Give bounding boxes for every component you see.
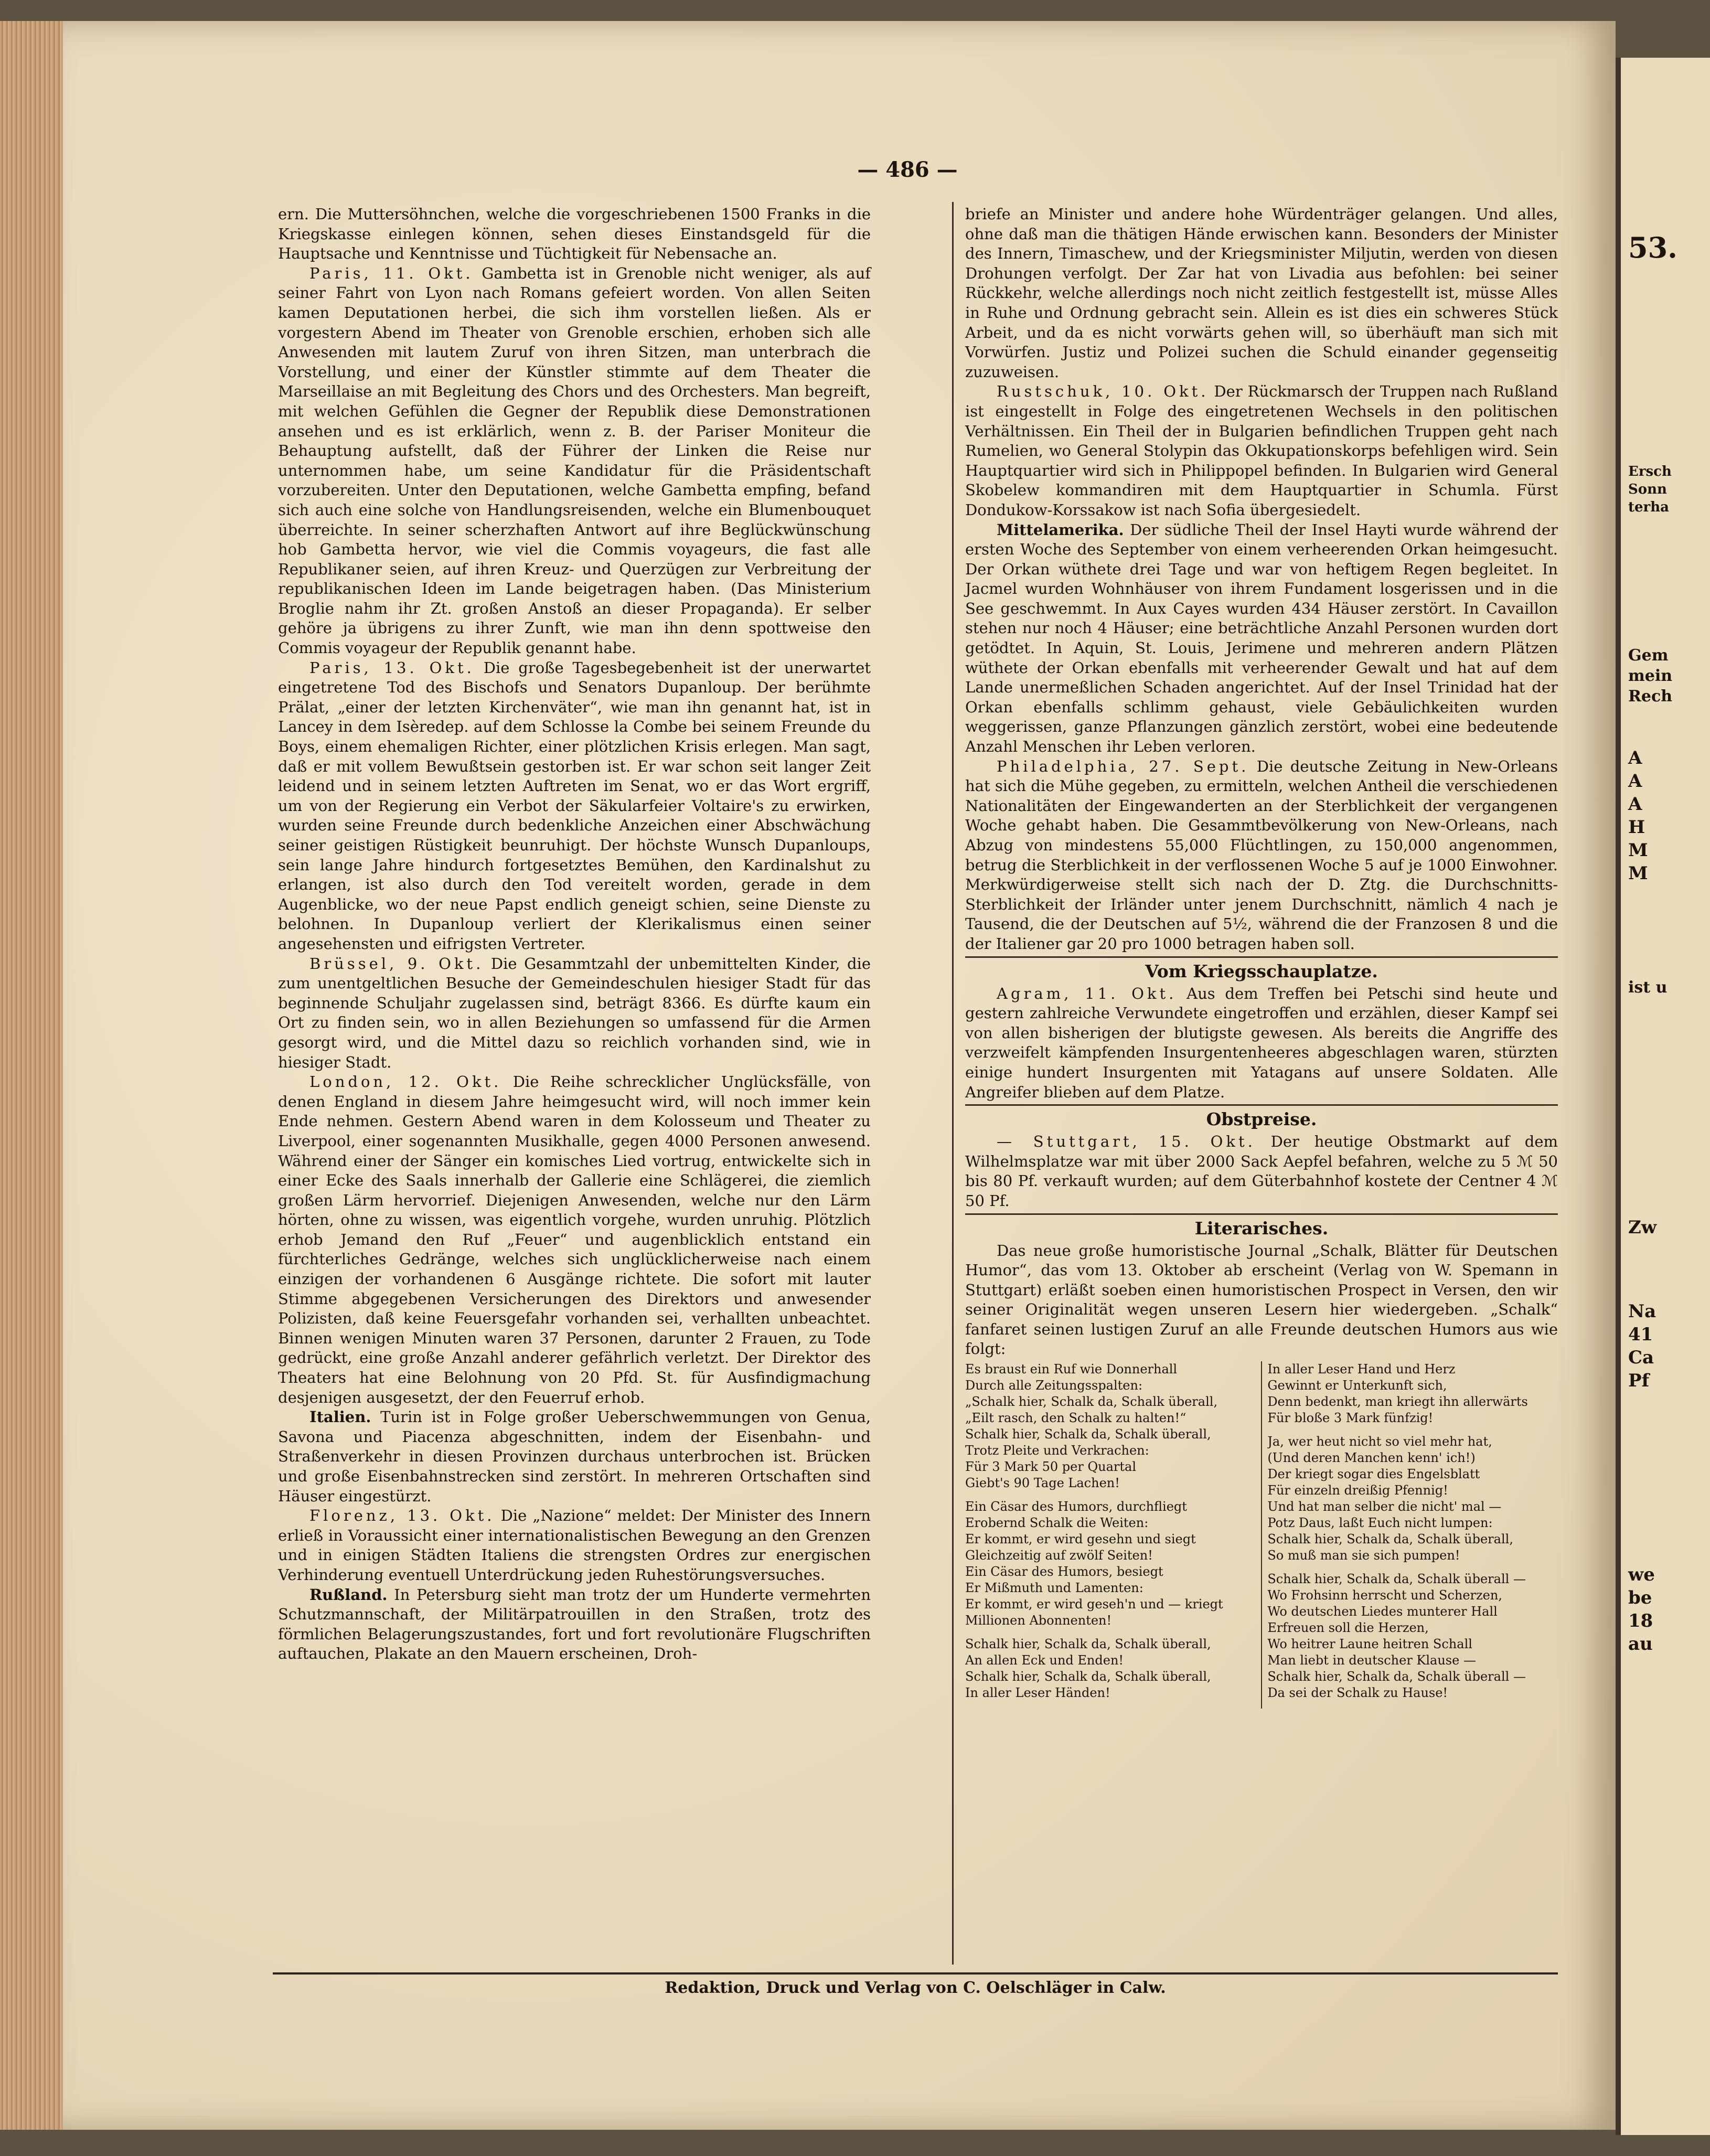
article (965, 382, 1558, 520)
dateline: Rustschuk, 10. Okt. (997, 382, 1209, 401)
fruit-prices-report (965, 1132, 1558, 1211)
next-page-text: 53. (1628, 231, 1677, 264)
article-text: In Petersburg sieht man trotz der um Hunderte vermehrten Schutzmannschaft, der Militärpatrouillen in den Straßen, trotz des förmlichen Belagerungszustandes, fort und fort revolutionäre Flugschriften auftauchen, Plakate an den Mauern erscheinen, Droh- (278, 1585, 871, 1663)
literary-heading: Literarisches. (965, 1213, 1558, 1240)
dateline: Paris, 11. Okt. (309, 264, 474, 282)
imprint: Redaktion, Druck und Verlag von C. Oelschläger in Calw. (665, 1979, 1166, 1997)
article (278, 954, 871, 1073)
next-page-text: Zw (1628, 1217, 1657, 1238)
next-page-text: mein (1628, 667, 1673, 685)
poem-line: Da sei der Schalk zu Hause! (1267, 1685, 1448, 1701)
country-heading: Italien. (309, 1408, 371, 1426)
article-text: ern. Die Muttersöhnchen, welche die vorgeschriebenen 1500 Franks in die Kriegskasse einlegen können, sehen dieses Einstandsgeld für die Hauptsache und Kenntnisse und Tüchtigkeit für Nebensache an. (278, 205, 871, 263)
bottom-rule (273, 1972, 1558, 1974)
poem-stanza (1267, 1571, 1558, 1701)
poem-line: Und hat man selber die nicht' mal — (1267, 1499, 1502, 1514)
poem-line: Er kommt, er wird gesehn und siegt (965, 1532, 1196, 1547)
next-page-text: Gem (1628, 646, 1669, 665)
article-text: Die große Tagesbegebenheit ist der unerwartet eingetretene Tod des Bischofs und Senators Dupanloup. Der berühmte Prälat, „einer der letzten Kirchenväter“, wie man ihn genannt hat, ist in Lancey in dem Isèredep. auf dem Schlosse la Combe bei seinem Freunde du Boys, einem ehemaligen Richter, einer plötzlichen Krisis erlegen. Man sagt, daß er mit vollem Bewußtsein gestorben ist. Er war schon seit langer Zeit leidend und in seinem letzten Auftreten im Senat, wo er das Wort ergriff, um von der Regierung ein Verbot der Säkularfeier Voltaire's zu erwirken, wurden seine Freunde durch bedenkliche Anzeichen einer Abschwächung seiner geistigen Rüstigkeit beunruhigt. Der höchste Wunsch Dupanloups, sein lange Jahre hindurch fortgesetztes Bemühen, den Kardinalshut zu erlangen, ist also durch den Tod vereitelt worden, gerade in dem Augenblicke, wo der neue Papst endlich geneigt schien, seine Dienste zu belohnen. In Dupanloup verliert der Klerikalismus einen seiner angesehensten und eifrigsten Vertreter. (278, 658, 871, 953)
article-text: Gambetta ist in Grenoble nicht weniger, als auf seiner Fahrt von Lyon nach Romans gefeiert worden. Von allen Seiten kamen Deputationen herbei, die sich ihm vorstellen ließen. Als er vorgestern Abend im Theater von Grenoble erschien, erhoben sich alle Anwesenden mit lautem Zuruf von ihren Sitzen, man unterbrach die Vorstellung, und einer der Künstler stimmte auf dem Theater die Marseillaise an mit Begleitung des Chors und des Orchesters. Man begreift, mit welchen Gefühlen die Gegner der Republik diese Demonstrationen ansehen und es ist erklärlich, wenn z. B. der Pariser Moniteur die Behauptung aufstellt, daß der Führer der Linken die Reise nur unternommen habe, um seine Kandidatur für die Präsidentschaft vorzubereiten. Unter den Deputationen, welche Gambetta empfing, befand sich auch eine solche von Handlungsreisenden, welche ein Blumenbouquet überreichte. In seiner scherzhaften Antwort auf ihre Beglückwünschung hob Gambetta hervor, wie viel die Commis voyageurs, die fast alle Republikaner seien, auf ihren Kreuz- und Querzügen zur Verbreitung der republikanischen Ideen im Lande beigetragen haben. (Das Ministerium Broglie nahm ihr Zt. großen Anstoß an dieser Propaganda). Er selber gehöre ja übrigens zu ihrer Zunft, wie man ihn denn spottweise den Commis voyageur der Republik genannt habe. (278, 264, 871, 657)
poem-line: Giebt's 90 Tage Lachen! (965, 1476, 1120, 1491)
poem-line: Man liebt in deutscher Klause — (1267, 1653, 1476, 1668)
next-page-text: A (1628, 748, 1642, 769)
article (278, 264, 871, 658)
poem-line: Ja, wer heut nicht so viel mehr hat, (1267, 1434, 1492, 1449)
article (278, 658, 871, 954)
poem-line: (Und deren Manchen kenn' ich!) (1267, 1450, 1476, 1466)
war-heading: Vom Kriegsschauplatze. (965, 956, 1558, 983)
poem-line: In aller Leser Hand und Herz (1267, 1362, 1456, 1377)
article-text: Der Rückmarsch der Truppen nach Rußland ist eingestellt in Folge des eingetretenen Wechsels in den politischen Verhältnissen. Ein Theil der in Bulgarien befindlichen Truppen geht nach Rumelien, wo General Stolypin das Okkupationskorps befehligen wird. Sein Hauptquartier wird sich in Philippopel befinden. In Bulgarien wird General Skobelew kommandiren mit dem Hauptquartier in Schumla. Fürst Dondukow-Korssakow ist nach Sofia übergesiedelt. (965, 382, 1558, 519)
next-page-text: 41 (1628, 1324, 1653, 1345)
poem-line: In aller Leser Händen! (965, 1685, 1110, 1701)
article-text: Die Reihe schrecklicher Unglücksfälle, von denen England in diesem Jahre heimgesucht wird, will noch immer kein Ende nehmen. Gestern Abend waren in dem Kolosseum und Theater zu Liverpool, einer sogenannten Musikhalle, gegen 4000 Personen anwesend. Während einer der Sänger ein komisches Lied vortrug, entwickelte sich in einer Ecke des Saals innerhalb der Gallerie eine Schlägerei, die ziemlich großen Lärm hervorrief. Diejenigen Anwesenden, welche nur den Lärm hörten, ohne zu wissen, was eigentlich vorgehe, wurden unruhig. Plötzlich erhob Jemand den Ruf „Feuer“ und augenblicklich entstand ein fürchterliches Gedränge, welches sich unglücklicherweise nach einem einzigen der vorhandenen 6 Ausgänge richtete. Die sofort mit lauter Stimme abgegebenen Versicherungen des Direktors und anwesender Polizisten, daß keine Feuersgefahr vorhanden sei, verhallten unbeachtet. Binnen wenigen Minuten waren 37 Personen, darunter 2 Frauen, zu Tode gedrückt, eine große Anzahl anderer gefährlich verletzt. Der Direktor des Theaters hat eine Belohnung von 20 Pfd. St. für Ausfindigmachung desjenigen ausgesetzt, der den Feuerruf erhob. (278, 1073, 871, 1406)
article (278, 1072, 871, 1407)
poem-line: „Eilt rasch, den Schalk zu halten!“ (965, 1411, 1187, 1426)
fruit-prices-heading: Obstpreise. (965, 1104, 1558, 1131)
poem-stanza (1267, 1434, 1558, 1564)
poem-stanza (965, 1499, 1256, 1629)
poem-line: Ein Cäsar des Humors, besiegt (965, 1564, 1163, 1579)
next-page-text: Rech (1628, 687, 1673, 706)
poem-line: Es braust ein Ruf wie Donnerhall (965, 1362, 1178, 1377)
article (278, 205, 871, 264)
poem-line: Für einzeln dreißig Pfennig! (1267, 1483, 1448, 1498)
page-number: — 486 — (857, 157, 958, 182)
article (965, 520, 1558, 757)
article-text: Aus dem Treffen bei Petschi sind heute und gestern zahlreiche Verwundete eingetroffen und erzählen, dieser Kampf sei von allen bisherigen der blutigste gewesen. Als bereits die Angriffe des verzweifelt kämpfenden Insurgentenheeres abgeschlagen waren, stürzten einige hundert Insurgenten mit Yatagans auf unsere Soldaten. Alle Angreifer blieben auf dem Platze. (965, 984, 1558, 1101)
poem-line: Gleichzeitig auf zwölf Seiten! (965, 1548, 1153, 1563)
country-heading: Mittelamerika. (997, 520, 1124, 539)
next-page-text: Sonn (1628, 482, 1667, 497)
next-page-text: Na (1628, 1301, 1656, 1322)
poem-line: „Schalk hier, Schalk da, Schalk überall, (965, 1394, 1218, 1410)
poem-line: Denn bedenkt, man kriegt ihn allerwärts (1267, 1394, 1528, 1410)
dateline: Philadelphia, 27. Sept. (997, 757, 1249, 775)
next-page-text: 18 (1628, 1610, 1653, 1631)
poem-line: Wo heitrer Laune heitren Schall (1267, 1637, 1472, 1652)
poem-line: Er kommt, er wird geseh'n und — kriegt (965, 1597, 1223, 1612)
poem-line: Wo Frohsinn herrscht und Scherzen, (1267, 1588, 1502, 1603)
poem-line: Schalk hier, Schalk da, Schalk überall — (1267, 1669, 1526, 1684)
next-page-text: Ersch (1628, 464, 1672, 479)
poem-line: Für 3 Mark 50 per Quartal (965, 1459, 1137, 1475)
book-page-edges (0, 21, 63, 2130)
poem-line: Schalk hier, Schalk da, Schalk überall, (965, 1669, 1211, 1684)
article-text: Der südliche Theil der Insel Hayti wurde während der ersten Woche des September von einem verheerenden Orkan heimgesucht. Der Orkan wüthete drei Tage und war von heftigem Regen begleitet. In Jacmel wurden Wohnhäuser von ihrem Fundament losgerissen und in die See geschwemmt. In Aux Cayes wurden 434 Häuser zerstört. In Cavaillon stehen nur noch 4 Häuser; eine beträchtliche Anzahl Personen wurden dort getödtet. In Aquin, St. Louis, Jerimene und mehreren andern Plätzen wüthete der Orkan ebenfalls mit verheerender Gewalt und hat auf dem Lande unermeßlichen Schaden angerichtet. Auf der Insel Trinidad hat der Orkan ebenfalls schlimm gehaust, viele Gebäulichkeiten wurden weggerissen, ganze Pflanzungen gänzlich zerstört, wobei eine bedeutende Anzahl Menschen ihr Leben verloren. (965, 520, 1558, 756)
poem-right-column (1261, 1361, 1558, 1709)
dateline: Agram, 11. Okt. (997, 984, 1177, 1002)
dateline: Florenz, 13. Okt. (309, 1507, 495, 1525)
poem-line: Der kriegt sogar dies Engelsblatt (1267, 1467, 1480, 1482)
next-page-fragment (1616, 58, 1710, 2135)
article-text: briefe an Minister und andere hohe Würdenträger gelangen. Und alles, ohne daß man die thätigen Hände erwischen kann. Besonders der Minister des Innern, Timaschew, und der Kriegsminister Miljutin, werden von diesen Drohungen verfolgt. Der Zar hat von Livadia aus befohlen: bei seiner Rückkehr, welche allerdings noch nicht zeitlich festgestellt ist, müsse Alles in Ruhe und Ordnung gebracht sein. Allein es ist dies ein schweres Stück Arbeit, und da es nicht vorwärts gehen will, so überhäuft man sich mit Vorwürfen. Justiz und Polizei suchen die Schuld einander gegenseitig zuzuweisen. (965, 205, 1558, 381)
poem-line: Er Mißmuth und Lamenten: (965, 1581, 1143, 1596)
article (278, 1506, 871, 1585)
column-divider (952, 202, 954, 1965)
poem-stanza (965, 1361, 1256, 1491)
article (965, 205, 1558, 382)
next-page-text: be (1628, 1587, 1652, 1608)
poem-line: Trotz Pleite und Verkrachen: (965, 1443, 1149, 1458)
literary-intro: Das neue große humoristische Journal „Schalk, Blätter für Deutschen Humor“, das vom 13. Oktober ab erscheint (Verlag von W. Spemann in Stuttgart) erläßt soeben einen humoristischen Prospect in Versen, den wir seiner Originalität wegen unseren Lesern hier wiedergeben. „Schalk“ fanfaret seinen lustigen Zuruf an alle Freunde deutschen Humors aus wie folgt: (965, 1241, 1558, 1358)
poem-line: An allen Eck und Enden! (965, 1653, 1124, 1668)
poem-left-column (965, 1361, 1256, 1709)
next-page-text: H (1628, 817, 1645, 838)
article (965, 757, 1558, 954)
next-page-text: we (1628, 1564, 1655, 1585)
article-text: Turin ist in Folge großer Ueberschwemmungen von Genua, Savona und Piacenza abgeschnitten, indem der Eisenbahn- und Straßenverkehr in diesen Provinzen durchaus unterbrochen ist. Brücken und große Eisenbahnstrecken sind zerstört. In mehreren Ortschaften sind Häuser eingestürzt. (278, 1408, 871, 1505)
article-text: Die deutsche Zeitung in New-Orleans hat sich die Mühe gegeben, zu ermitteln, welchen Antheil die verschiedenen Nationalitäten der Eingewanderten an der Sterblichkeit der vergangenen Woche gehabt haben. Die Gesammtbevölkerung von New-Orleans, nach Abzug von mindestens 55,000 Flüchtlingen, zu 150,000 angenommen, betrug die Sterblichkeit in der verflossenen Woche 5 auf je 1000 Einwohner. Merkwürdigerweise stellt sich nach der D. Ztg. die Durchschnitts-Sterblichkeit der Irländer unter jenem Durchschnitt, nämlich 4 nach je Tausend, die der Deutschen auf 5½, während die der Franzosen 8 und die der Italiener gar 20 pro 1000 betragen haben soll. (965, 757, 1558, 953)
poem-line: Millionen Abonnenten! (965, 1613, 1112, 1628)
article-text: Der heutige Obstmarkt auf dem Wilhelmsplatze war mit über 2000 Sack Aepfel befahren, welche zu 5 ℳ 50 bis 80 Pf. verkauft wurden; auf dem Güterbahnhof kostete der Centner 4 ℳ 50 Pf. (965, 1133, 1558, 1210)
right-column-news (965, 205, 1558, 954)
poem-line: Wo deutschen Liedes munterer Hall (1267, 1604, 1498, 1619)
war-report (965, 984, 1558, 1103)
article (278, 1585, 871, 1664)
next-page-text: terha (1628, 499, 1669, 515)
next-page-text: au (1628, 1634, 1653, 1655)
next-page-text: M (1628, 840, 1648, 861)
poem-line: Erobernd Schalk die Weiten: (965, 1515, 1149, 1531)
poem-line: Ein Cäsar des Humors, durchfliegt (965, 1499, 1187, 1514)
dateline: Brüssel, 9. Okt. (309, 954, 484, 973)
poem-line: Schalk hier, Schalk da, Schalk überall, (965, 1427, 1211, 1442)
poem-line: Für bloße 3 Mark fünfzig! (1267, 1411, 1434, 1426)
poem-line: Schalk hier, Schalk da, Schalk überall, (965, 1637, 1211, 1652)
poem (965, 1361, 1558, 1709)
poem-stanza (965, 1636, 1256, 1701)
poem-line: So muß man sie sich pumpen! (1267, 1548, 1460, 1563)
poem-line: Schalk hier, Schalk da, Schalk überall, (1267, 1532, 1513, 1547)
article-text: Die Gesammtzahl der unbemittelten Kinder, die zum unentgeltlichen Besuche der Gemeindeschulen hiesiger Stadt für das beginnende Schuljahr zugelassen sind, beträgt 8366. Es dürfte kaum ein Ort zu finden sein, wo in allen Beziehungen so umfassend für die Armen gesorgt wird, und die Mittel dazu so reichlich vorhanden sind, wie in hiesiger Stadt. (278, 954, 871, 1071)
country-heading: Rußland. (309, 1585, 388, 1604)
poem-stanza (1267, 1361, 1558, 1426)
dateline: — Stuttgart, 15. Okt. (997, 1133, 1256, 1151)
next-page-text: ist u (1628, 978, 1668, 997)
right-column (965, 205, 1558, 1709)
dateline: London, 12. Okt. (309, 1073, 502, 1091)
next-page-text: Ca (1628, 1347, 1654, 1368)
article (278, 1407, 871, 1506)
next-page-text: M (1628, 863, 1648, 884)
article-text: Die „Nazione“ meldet: Der Minister des Innern erließ in Voraussicht einer internationalistischen Bewegung an den Grenzen und in einigen Städten Italiens die strengsten Ordres zur energischen Verhinderung eventuell Unterdrückung jeden Ruhestörungsversuches. (278, 1507, 871, 1584)
poem-line: Schalk hier, Schalk da, Schalk überall — (1267, 1572, 1526, 1587)
next-page-text: Pf (1628, 1370, 1650, 1391)
poem-line: Durch alle Zeitungsspalten: (965, 1378, 1143, 1393)
next-page-text: A (1628, 794, 1642, 815)
poem-line: Potz Daus, laßt Euch nicht lumpen: (1267, 1515, 1493, 1531)
poem-line: Erfreuen soll die Herzen, (1267, 1620, 1429, 1636)
next-page-text: A (1628, 771, 1642, 792)
poem-line: Gewinnt er Unterkunft sich, (1267, 1378, 1447, 1393)
left-column (278, 205, 871, 1664)
dateline: Paris, 13. Okt. (309, 658, 475, 677)
